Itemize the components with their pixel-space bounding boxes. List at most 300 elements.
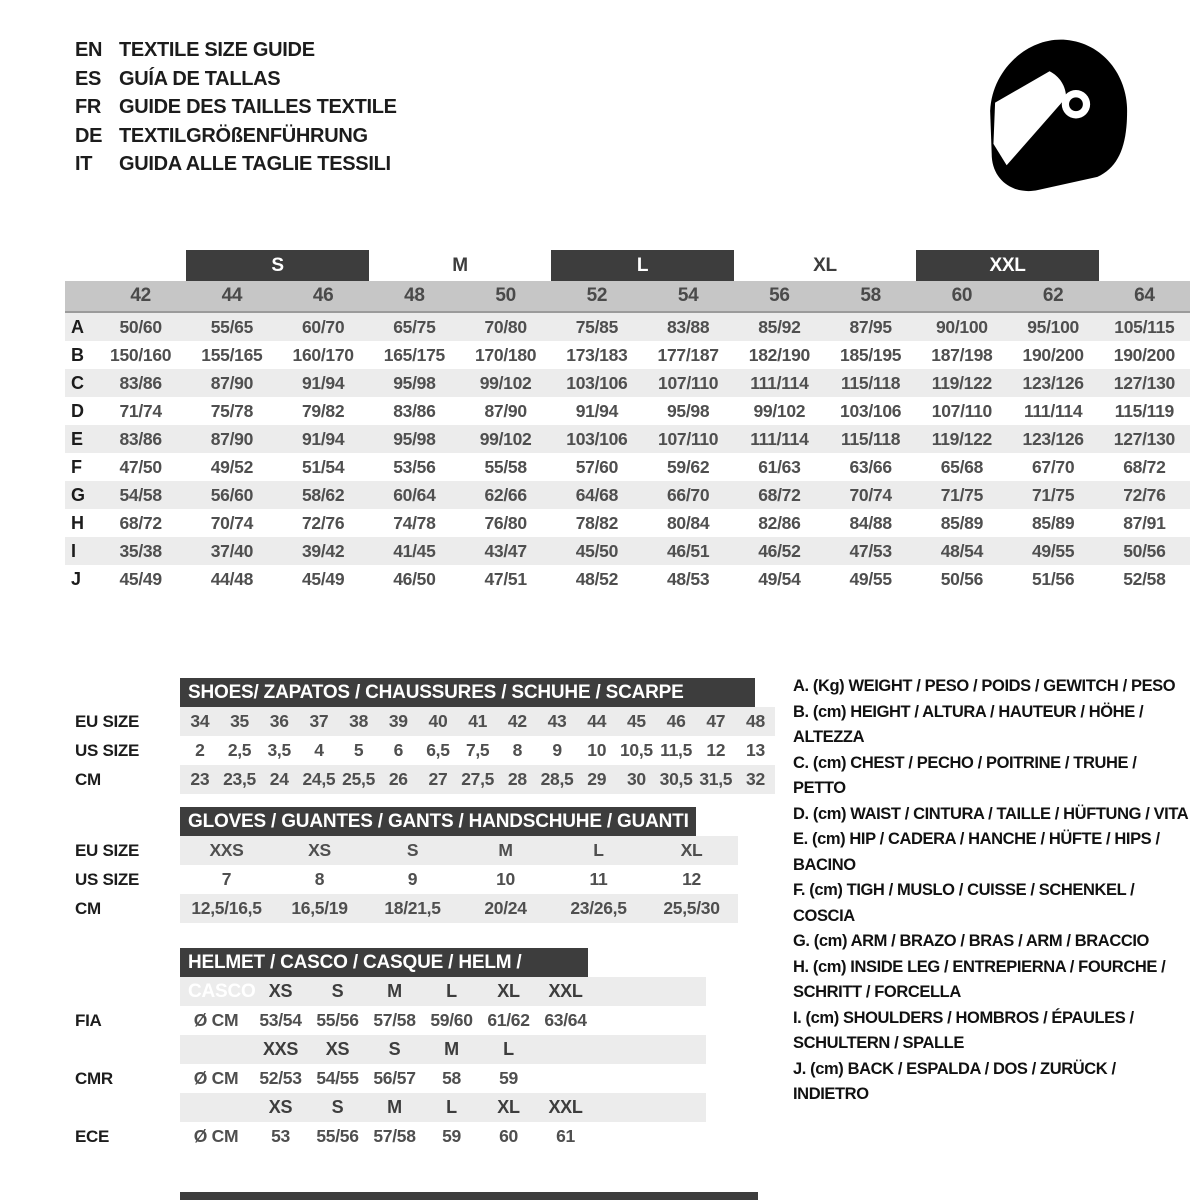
cutoff-section-bar — [180, 1192, 758, 1200]
helmet-standard-name: CMR — [75, 1068, 113, 1088]
row-letter: D — [71, 400, 84, 421]
helmet-size-label: M — [366, 1093, 423, 1122]
language-title-list — [75, 36, 397, 179]
size-value-cell: 13 — [746, 740, 765, 760]
measurement-cell: 107/110 — [931, 400, 992, 421]
measurement-cell: 103/106 — [840, 400, 902, 421]
helmet-size-label: XS — [252, 977, 309, 1006]
helmet-section — [65, 948, 706, 1151]
measurement-cell: 170/180 — [475, 344, 537, 365]
helmet-size-label: S — [309, 977, 366, 1006]
measurement-row — [65, 341, 1190, 369]
legend-line: C. (cm) CHEST / PECHO / POITRINE / TRUHE / PETTO — [793, 753, 1137, 797]
size-number-cell: 62 — [1008, 281, 1099, 312]
measurement-cell: 76/80 — [484, 512, 527, 533]
helmet-size-label: M — [366, 977, 423, 1006]
size-number-cell: 52 — [551, 281, 642, 312]
size-value-cell: 2,5 — [227, 740, 252, 760]
measurement-cell: 43/47 — [460, 537, 551, 565]
measurement-cell: 103/106 — [551, 369, 642, 397]
legend-line: E. (cm) HIP / CADERA / HANCHE / HÜFTE / HIPS / BACINO — [793, 830, 1160, 874]
legend-line: D. (cm) WAIST / CINTURA / TAILLE / HÜFTUNG / VITA — [793, 804, 1189, 823]
measurement-cell: 79/82 — [301, 400, 345, 421]
size-value-cell: 35 — [220, 707, 260, 736]
helmet-value-cell: 60 — [499, 1126, 518, 1146]
racing-helmet-icon — [972, 30, 1137, 195]
size-value-cell: 10 — [496, 869, 515, 889]
size-value-cell: 7 — [221, 869, 232, 889]
measurement-cell: 115/118 — [825, 425, 916, 453]
row-letter: A — [65, 312, 95, 341]
measurement-cell: 48/52 — [575, 568, 619, 589]
helmet-filler — [594, 977, 706, 1006]
measurement-cell: 45/50 — [551, 537, 642, 565]
helmet-value-cell: 53 — [271, 1126, 290, 1146]
size-value-cell: 46 — [656, 707, 696, 736]
size-value-cell: 40 — [418, 707, 458, 736]
size-number-cell: 48 — [369, 281, 460, 312]
measurement-cell: 59/62 — [666, 456, 710, 477]
helmet-size-label: S — [309, 1093, 366, 1122]
measurement-cell: 37/40 — [186, 537, 277, 565]
measurement-row — [65, 481, 1190, 509]
size-value-cell: 30 — [617, 765, 657, 794]
size-value-cell: 18/21,5 — [366, 894, 459, 923]
size-value-cell: 32 — [736, 765, 776, 794]
language-title-text: TEXTILE SIZE GUIDE — [119, 39, 315, 61]
size-number-cell: 44 — [186, 281, 277, 312]
measurement-cell: 75/78 — [210, 400, 254, 421]
measurement-cell: 70/74 — [210, 512, 254, 533]
language-title-text: GUIDE DES TAILLES TEXTILE — [119, 96, 397, 118]
measurement-cell: 54/58 — [95, 481, 186, 509]
measurement-cell: 72/76 — [1099, 481, 1190, 509]
helmet-size-label: XXL — [537, 977, 594, 1006]
legend-line: I. (cm) SHOULDERS / HOMBROS / ÉPAULES / SCHULTERN / SPALLE — [793, 1008, 1134, 1052]
size-value-cell: 11,5 — [660, 740, 693, 760]
measurement-cell: 68/72 — [119, 512, 162, 533]
size-number-cell: 50 — [460, 281, 551, 312]
measurement-cell: 60/70 — [278, 312, 369, 341]
size-row — [65, 836, 738, 865]
row-label: EU SIZE — [75, 840, 140, 860]
size-value-cell: XS — [273, 836, 366, 865]
helmet-filler — [594, 1093, 706, 1122]
size-value-cell: 43 — [537, 707, 577, 736]
helmet-size-label: L — [423, 977, 480, 1006]
measurement-cell: 187/198 — [931, 344, 993, 365]
helmet-filler — [594, 1006, 706, 1035]
size-group-xl: XL — [813, 254, 837, 276]
size-number-row — [65, 281, 1190, 312]
size-value-cell: 6 — [393, 740, 403, 760]
measurement-cell: 68/72 — [734, 481, 825, 509]
helmet-size-label: XXL — [537, 1093, 594, 1122]
language-code: FR — [75, 96, 102, 118]
size-value-cell: 37 — [299, 707, 339, 736]
size-group-m: M — [452, 254, 468, 276]
measurement-row — [65, 509, 1190, 537]
textile-size-table-section — [65, 250, 1190, 593]
helmet-value-cell: 59/60 — [430, 1010, 473, 1030]
gloves-section — [65, 807, 738, 923]
helmet-unit: Ø CM — [193, 1068, 239, 1088]
measurement-cell: 80/84 — [666, 512, 710, 533]
size-value-cell: 23,5 — [220, 765, 260, 794]
size-number-cell: 42 — [95, 281, 186, 312]
measurement-cell: 95/98 — [369, 369, 460, 397]
size-value-cell: 10 — [587, 740, 607, 760]
measurement-cell: 67/70 — [1031, 456, 1075, 477]
helmet-values-row — [65, 1064, 706, 1093]
helmet-value-cell: 54/55 — [316, 1068, 359, 1088]
language-title-text: GUIDA ALLE TAGLIE TESSILI — [119, 153, 391, 175]
measurement-cell: 57/60 — [575, 456, 619, 477]
gloves-table — [65, 836, 738, 923]
measurement-cell: 173/183 — [566, 344, 628, 365]
measurement-cell: 85/89 — [1031, 512, 1075, 533]
size-row — [65, 765, 775, 794]
helmet-size-label: L — [423, 1093, 480, 1122]
row-letter: B — [71, 344, 84, 365]
size-group-spacer — [65, 250, 186, 281]
measurement-cell: 45/49 — [119, 568, 162, 589]
language-code: IT — [75, 153, 93, 175]
size-group-l: L — [551, 250, 734, 281]
helmet-filler — [594, 1064, 706, 1093]
language-code: ES — [75, 67, 102, 90]
helmet-label-spacer — [65, 1035, 180, 1064]
size-value-cell: 36 — [259, 707, 299, 736]
measurement-cell: 46/50 — [393, 568, 436, 589]
size-value-cell: 6,5 — [426, 740, 450, 760]
size-value-cell: 34 — [180, 707, 220, 736]
helmet-size-label: S — [366, 1035, 423, 1064]
helmet-value-cell: 63/64 — [544, 1010, 587, 1030]
measurement-cell: 127/130 — [1099, 425, 1190, 453]
size-value-cell: 47 — [696, 707, 736, 736]
measurement-row — [65, 397, 1190, 425]
measurement-cell: 70/74 — [825, 481, 916, 509]
measurement-cell: 71/75 — [1008, 481, 1099, 509]
size-row — [65, 736, 775, 765]
language-title-row — [75, 122, 397, 151]
helmet-standard-name: ECE — [75, 1126, 110, 1146]
gloves-title-bar: GLOVES / GUANTES / GANTS / HANDSCHUHE / GUANTI — [180, 807, 696, 836]
shoes-title-bar: SHOES/ ZAPATOS / CHAUSSURES / SCHUHE / SCARPE — [180, 678, 755, 707]
size-value-cell: S — [366, 836, 459, 865]
measurement-cell: 99/102 — [460, 369, 551, 397]
size-value-cell: 12,5/16,5 — [180, 894, 273, 923]
measurement-cell: 115/118 — [825, 369, 916, 397]
measurement-cell: 51/56 — [1031, 568, 1075, 589]
shoes-section — [65, 678, 775, 794]
size-value-cell: 26 — [378, 765, 418, 794]
row-letter: C — [65, 369, 95, 397]
helmet-label-spacer — [65, 1093, 180, 1122]
size-value-cell: 41 — [458, 707, 498, 736]
measurement-cell: 48/53 — [666, 568, 710, 589]
helmet-value-cell: 55/56 — [316, 1010, 359, 1030]
language-title-row — [75, 65, 397, 94]
measurement-cell: 99/102 — [460, 425, 551, 453]
measurement-cell: 70/80 — [460, 312, 551, 341]
size-row — [65, 707, 775, 736]
measurement-cell: 65/75 — [369, 312, 460, 341]
measurement-cell: 56/60 — [186, 481, 277, 509]
helmet-values-row — [65, 1006, 706, 1035]
measurement-cell: 68/72 — [1123, 456, 1166, 477]
measurement-cell: 127/130 — [1099, 369, 1190, 397]
shoes-table — [65, 707, 775, 794]
size-value-cell: 2 — [195, 740, 205, 760]
helmet-size-label: XL — [480, 1093, 537, 1122]
measurement-cell: 75/85 — [551, 312, 642, 341]
measurement-cell: 60/64 — [369, 481, 460, 509]
language-code: EN — [75, 39, 103, 61]
row-letter: J — [71, 568, 81, 589]
size-value-cell: 48 — [736, 707, 776, 736]
helmet-value-cell: 56/57 — [373, 1068, 416, 1088]
helmet-value-cell: 59 — [499, 1068, 518, 1088]
size-number-cell: 56 — [734, 281, 825, 312]
size-value-cell: 20/24 — [459, 894, 552, 923]
measurement-cell: 87/90 — [186, 425, 277, 453]
measurement-cell: 83/86 — [95, 425, 186, 453]
language-title-text: TEXTILGRÖßENFÜHRUNG — [119, 124, 368, 147]
measurement-cell: 61/63 — [758, 456, 801, 477]
size-group-s: S — [186, 250, 369, 281]
size-group-xxl: XXL — [916, 250, 1099, 281]
measurement-cell: 83/88 — [643, 312, 734, 341]
size-value-cell: 7,5 — [465, 740, 490, 760]
size-value-cell: 31,5 — [696, 765, 736, 794]
legend-line: F. (cm) TIGH / MUSLO / CUISSE / SCHENKEL / COSCIA — [793, 881, 1135, 925]
size-value-cell: M — [459, 836, 552, 865]
helmet-size-label: XL — [480, 977, 537, 1006]
helmet-table — [65, 977, 706, 1151]
measurement-cell: 47/51 — [484, 568, 527, 589]
helmet-size-label — [537, 1035, 594, 1064]
measurement-cell: 90/100 — [916, 312, 1007, 341]
size-value-cell: 25,5/30 — [645, 894, 738, 923]
size-value-cell: 25,5 — [339, 765, 379, 794]
helmet-unit-spacer — [180, 1093, 252, 1122]
size-value-cell: 29 — [577, 765, 617, 794]
measurement-cell: 95/98 — [666, 400, 710, 421]
language-code: DE — [75, 124, 103, 147]
measurement-cell: 190/200 — [1022, 344, 1084, 365]
measurement-cell: 82/86 — [758, 512, 801, 533]
legend-line: H. (cm) INSIDE LEG / ENTREPIERNA / FOURCHE / SCHRITT / FORCELLA — [793, 957, 1166, 1001]
size-value-cell: 24,5 — [299, 765, 339, 794]
helmet-size-label: L — [480, 1035, 537, 1064]
size-value-cell: 11 — [589, 869, 608, 889]
measurement-cell: 62/66 — [460, 481, 551, 509]
row-letter: G — [65, 481, 95, 509]
measurement-cell: 107/110 — [643, 425, 734, 453]
helmet-unit: Ø CM — [193, 1126, 239, 1146]
measurement-cell: 85/92 — [734, 312, 825, 341]
measurement-cell: 107/110 — [643, 369, 734, 397]
size-value-cell: 28,5 — [537, 765, 577, 794]
size-value-cell: 12 — [706, 740, 726, 760]
helmet-value-cell: 52/53 — [259, 1068, 302, 1088]
measurement-cell: 85/89 — [940, 512, 984, 533]
measurement-cell: 87/95 — [825, 312, 916, 341]
measurement-cell: 72/76 — [301, 512, 345, 533]
textile-size-table — [65, 250, 1190, 593]
size-value-cell: 8 — [314, 869, 325, 889]
measurement-cell: 64/68 — [551, 481, 642, 509]
row-letter: E — [65, 425, 95, 453]
helmet-filler — [594, 1122, 706, 1151]
helmet-sizes-row — [65, 1093, 706, 1122]
size-value-cell: 10,5 — [619, 740, 653, 760]
measurement-cell: 182/190 — [748, 344, 810, 365]
measurement-cell: 49/54 — [758, 568, 801, 589]
size-number-cell: 54 — [643, 281, 734, 312]
measurement-cell: 48/54 — [916, 537, 1007, 565]
measurement-row — [65, 537, 1190, 565]
row-letter: F — [71, 456, 82, 477]
helmet-value-cell: 57/58 — [373, 1126, 416, 1146]
size-value-cell: 24 — [259, 765, 299, 794]
language-title-text: GUÍA DE TALLAS — [119, 67, 281, 90]
size-value-cell: 9 — [407, 869, 418, 889]
size-value-cell: 9 — [552, 740, 562, 760]
size-value-cell: 39 — [378, 707, 418, 736]
row-label: EU SIZE — [75, 711, 140, 731]
measurement-legend — [793, 674, 1193, 1108]
measurement-cell: 66/70 — [643, 481, 734, 509]
measurement-cell: 185/195 — [840, 344, 902, 365]
helmet-value-cell: 61 — [556, 1126, 575, 1146]
measurement-cell: 83/86 — [393, 400, 436, 421]
measurement-cell: 41/45 — [369, 537, 460, 565]
legend-line: J. (cm) BACK / ESPALDA / DOS / ZURÜCK / INDIETRO — [793, 1059, 1116, 1103]
helmet-size-label: M — [423, 1035, 480, 1064]
measurement-cell: 150/160 — [110, 344, 172, 365]
helmet-value-cell: 61/62 — [487, 1010, 530, 1030]
helmet-values-row — [65, 1122, 706, 1151]
measurement-cell: 190/200 — [1113, 344, 1175, 365]
measurement-cell: 105/115 — [1099, 312, 1190, 341]
measurement-row — [65, 453, 1190, 481]
measurement-cell: 87/91 — [1123, 512, 1166, 533]
size-value-cell: XXS — [180, 836, 273, 865]
size-number-cell: 60 — [916, 281, 1007, 312]
measurement-cell: 83/86 — [95, 369, 186, 397]
helmet-title-bar: HELMET / CASCO / CASQUE / HELM / CASCO — [180, 948, 588, 977]
size-value-cell: XL — [645, 836, 738, 865]
measurement-cell: 50/60 — [95, 312, 186, 341]
measurement-cell: 65/68 — [940, 456, 984, 477]
size-value-cell: 8 — [512, 740, 523, 760]
size-row — [65, 894, 738, 923]
helmet-sizes-row — [65, 1035, 706, 1064]
measurement-cell: 95/100 — [1008, 312, 1099, 341]
size-value-cell: 27,5 — [458, 765, 498, 794]
size-value-cell: 44 — [577, 707, 617, 736]
measurement-cell: 51/54 — [301, 456, 345, 477]
measurement-cell: 99/102 — [753, 400, 806, 421]
measurement-row — [65, 312, 1190, 341]
size-value-cell: 45 — [617, 707, 657, 736]
row-label: US SIZE — [75, 740, 140, 760]
helmet-size-label: XS — [252, 1093, 309, 1122]
helmet-standard-name: FIA — [75, 1010, 102, 1030]
size-value-cell: 16,5/19 — [273, 894, 366, 923]
size-number-cell: 46 — [278, 281, 369, 312]
size-number-cell: 64 — [1099, 281, 1190, 312]
size-value-cell: L — [552, 836, 645, 865]
measurement-cell: 55/65 — [186, 312, 277, 341]
measurement-row — [65, 565, 1190, 593]
measurement-cell: 52/58 — [1123, 568, 1166, 589]
measurement-cell: 165/175 — [383, 344, 445, 365]
measurement-cell: 50/56 — [940, 568, 984, 589]
size-row — [65, 865, 738, 894]
measurement-cell: 45/49 — [301, 568, 345, 589]
measurement-cell: 155/165 — [201, 344, 263, 365]
helmet-value-cell — [537, 1064, 594, 1093]
row-label: US SIZE — [75, 869, 140, 889]
measurement-cell: 50/56 — [1099, 537, 1190, 565]
size-value-cell: 5 — [353, 740, 364, 760]
helmet-label-spacer — [65, 977, 180, 1006]
measurement-cell: 39/42 — [278, 537, 369, 565]
measurement-cell: 111/114 — [734, 425, 825, 453]
measurement-cell: 123/126 — [1008, 369, 1099, 397]
helmet-size-label: XXS — [252, 1035, 309, 1064]
helmet-filler — [594, 1035, 706, 1064]
helmet-value-cell: 59 — [442, 1126, 461, 1146]
size-value-cell: 30,5 — [656, 765, 696, 794]
size-value-cell: 23/26,5 — [552, 894, 645, 923]
measurement-cell: 44/48 — [210, 568, 254, 589]
measurement-cell: 35/38 — [95, 537, 186, 565]
size-group-spacer — [1099, 250, 1190, 281]
row-letter: H — [71, 512, 84, 533]
legend-line: A. (Kg) WEIGHT / PESO / POIDS / GEWITCH / PESO — [793, 677, 1176, 695]
language-title-row — [75, 93, 397, 122]
helmet-unit: Ø CM — [193, 1010, 239, 1030]
measurement-cell: 111/114 — [734, 369, 825, 397]
measurement-cell: 87/90 — [186, 369, 277, 397]
measurement-cell: 58/62 — [278, 481, 369, 509]
size-value-cell: 3,5 — [267, 740, 291, 760]
size-value-cell: 42 — [498, 707, 538, 736]
measurement-cell: 46/51 — [643, 537, 734, 565]
measurement-cell: 71/75 — [916, 481, 1007, 509]
size-value-cell: 27 — [418, 765, 458, 794]
measurement-cell: 46/52 — [734, 537, 825, 565]
measurement-cell: 95/98 — [369, 425, 460, 453]
measurement-cell: 119/122 — [916, 425, 1007, 453]
size-value-cell: 23 — [180, 765, 220, 794]
measurement-cell: 103/106 — [551, 425, 642, 453]
size-value-cell: 38 — [339, 707, 379, 736]
measurement-cell: 49/52 — [210, 456, 254, 477]
helmet-value-cell: 57/58 — [373, 1010, 416, 1030]
size-value-cell: 4 — [314, 740, 324, 760]
helmet-value-cell: 53/54 — [259, 1010, 302, 1030]
measurement-cell: 91/94 — [278, 369, 369, 397]
size-value-cell: 12 — [682, 869, 701, 889]
measurement-cell: 91/94 — [278, 425, 369, 453]
measurement-cell: 53/56 — [393, 456, 436, 477]
